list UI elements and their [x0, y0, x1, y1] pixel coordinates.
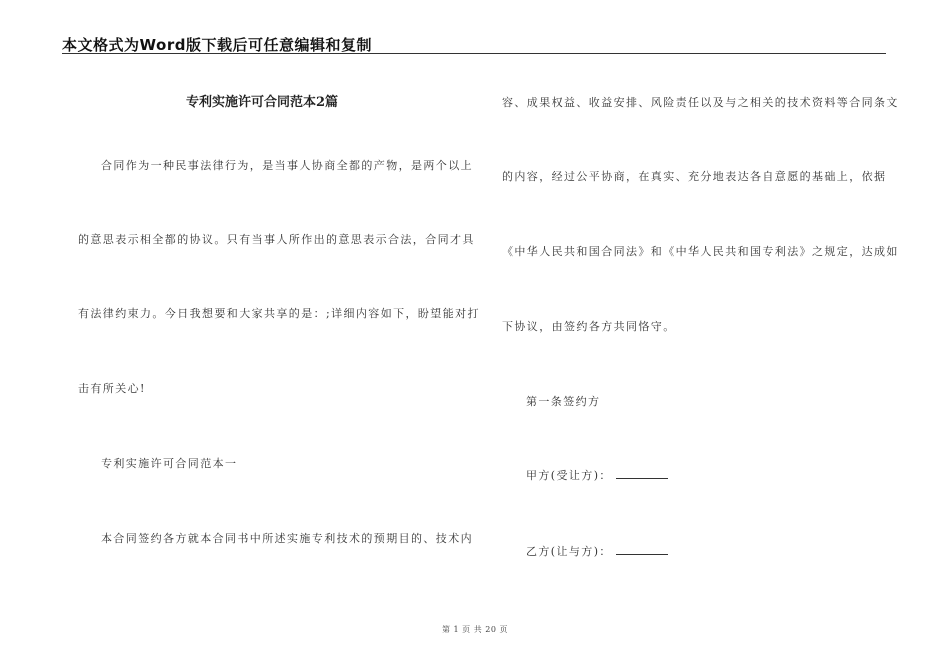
left-line-4: 击有所关心! — [78, 382, 146, 395]
party-a-blank — [616, 467, 668, 479]
party-b-label: 乙方(让与方)： — [526, 545, 612, 558]
document-header: 本文格式为Word版下载后可任意编辑和复制 — [62, 36, 372, 54]
article-one-heading: 第一条签约方 — [526, 395, 601, 408]
party-a-label: 甲方(受让方)： — [526, 469, 612, 482]
right-line-2: 的内容，经过公平协商，在真实、充分地表达各自意愿的基础上，依据 — [502, 170, 887, 183]
party-b-row — [526, 543, 668, 559]
left-line-6: 本合同签约各方就本合同书中所述实施专利技术的预期目的、技术内 — [101, 532, 473, 545]
party-a-row — [526, 467, 668, 483]
left-line-1: 合同作为一种民事法律行为，是当事人协商全都的产物，是两个以上 — [101, 159, 473, 172]
right-line-4: 下协议，由签约各方共同恪守。 — [502, 320, 676, 333]
right-line-3: 《中华人民共和国合同法》和《中华人民共和国专利法》之规定，达成如 — [502, 245, 899, 258]
header-divider — [62, 53, 886, 54]
document-title: 专利实施许可合同范本2篇 — [185, 95, 339, 110]
section-heading-contract-one: 专利实施许可合同范本一 — [101, 457, 238, 470]
left-line-3: 有法律约束力。今日我想要和大家共享的是：;详细内容如下，盼望能对打 — [78, 307, 480, 320]
right-line-1: 容、成果权益、收益安排、风险责任以及与之相关的技术资料等合同条文 — [502, 96, 899, 109]
page-number: 第 1 页 共 20 页 — [442, 625, 508, 634]
party-b-blank — [616, 543, 668, 555]
left-line-2: 的意思表示相全都的协议。只有当事人所作出的意思表示合法，合同才具 — [78, 233, 475, 246]
